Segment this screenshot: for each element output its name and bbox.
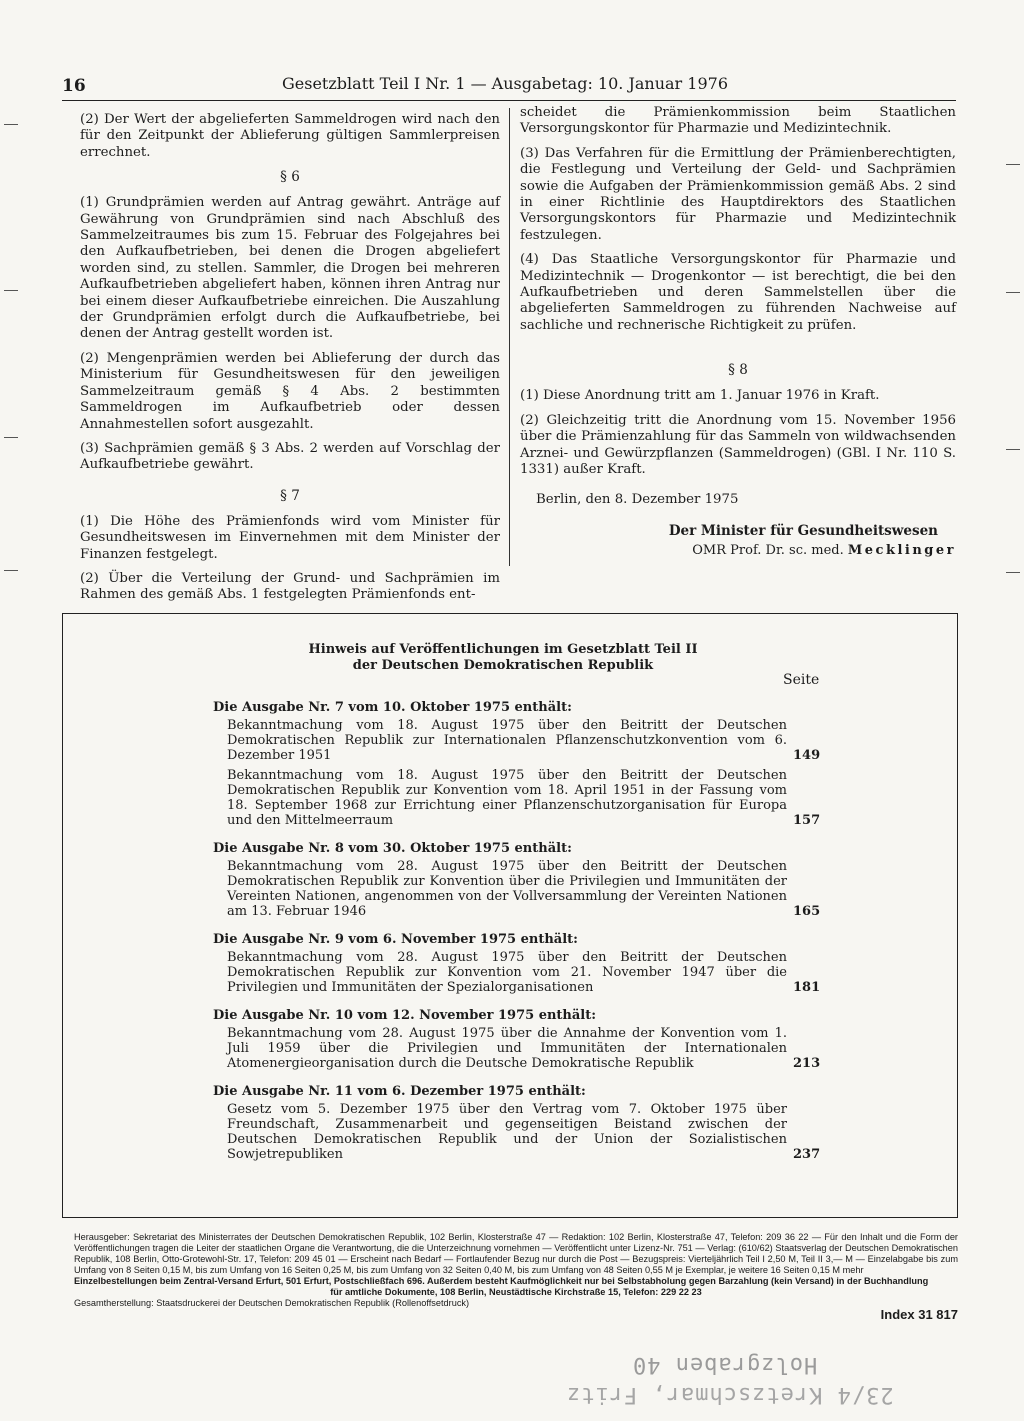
paragraph: (3) Sachprämien gemäß § 3 Abs. 2 werden auf Vorschlag der Aufkaufbetriebe gewährt. xyxy=(80,440,500,473)
issue-entry xyxy=(213,1102,853,1162)
issue-block xyxy=(213,1083,853,1162)
notice-title xyxy=(203,642,803,674)
issue-entry xyxy=(213,1026,853,1071)
margin-tick xyxy=(1006,572,1020,573)
paragraph: (2) Gleichzeitig tritt die Anordnung vom 15. November 1956 über die Prämienzahlung für das Sammeln von wildwachsenden Arznei- und Gewürzpflanzen (Sammeldrogen) (GBl. I Nr. 110 S. 1331) außer Kraft. xyxy=(520,412,956,477)
imprint-line: Herausgeber: Sekretariat des Ministerrates der Deutschen Demokratischen Republik, 102 Berlin, Klosterstraße 47 — Redaktion: 102 Berlin, Klosterstraße 47, Telefon: 209 36 22 — Für den Inhalt und die Form der Veröffentlichungen tragen die Leiter der staatlichen Organe die Verantwortung, die die Unterzeichnung vornehmen — Veröffentlicht unter Lizenz-Nr. 751 — Verlag: (610/62) Staatsverlag der Deutschen Demokratischen Republik, 108 Berlin, Otto-Grotewohl-Str. 17, Telefon: 209 45 01 — Erscheint nach Bedarf — Fortlaufender Bezug nur durch die Post — Bezugspreis: Vierteljährlich Teil I 2,50 M, Teil II 3,— M — Einzelabgabe bis zum Umfang von 8 Seiten 0,15 M, bis zum Umfang von 16 Seiten 0,25 M, bis zum Umfang von 32 Seiten 0,40 M, bis zum Umfang von 48 Seiten 0,55 M je Exemplar, je weitere 16 Seiten 0,15 M mehr xyxy=(74,1232,958,1275)
imprint-line: für amtliche Dokumente, 108 Berlin, Neustädtische Kirchstraße 15, Telefon: 229 22 23 xyxy=(330,1287,702,1297)
issue-heading: Die Ausgabe Nr. 8 vom 30. Oktober 1975 enthält: xyxy=(213,841,572,856)
margin-tick xyxy=(4,124,18,125)
entry-text: Bekanntmachung vom 18. August 1975 über den Beitritt der Deutschen Demokratischen Republik zur Internationalen Pflanzenschutzkonvention vom 6. Dezember 1951 xyxy=(227,718,787,763)
issue-block xyxy=(213,1007,853,1071)
entry-page-number: 165 xyxy=(793,904,821,919)
entry-text: Bekanntmachung vom 28. August 1975 über den Beitritt der Deutschen Demokratischen Republik zur Konvention über die Privilegien und Immunitäten der Vereinten Nationen, angenommen von der Vollversammlung der Vereinten Nationen am 13. Februar 1946 xyxy=(227,859,787,919)
issue-block xyxy=(213,699,853,828)
signer-prefix: OMR Prof. Dr. sc. med. xyxy=(692,543,844,559)
page-number: 16 xyxy=(62,76,86,96)
issue-block xyxy=(213,931,853,995)
right-column xyxy=(520,105,956,558)
issue-entry xyxy=(213,859,853,919)
imprint xyxy=(74,1232,958,1309)
issue-entry xyxy=(213,718,853,763)
entry-page-number: 181 xyxy=(793,980,821,995)
section-heading: § 6 xyxy=(280,169,300,186)
notice-box xyxy=(62,613,958,1218)
margin-tick xyxy=(4,570,18,571)
margin-tick xyxy=(4,437,18,438)
imprint-line: Einzelbestellungen beim Zentral-Versand Erfurt, 501 Erfurt, Postschließfach 696. Außerdem besteht Kaufmöglichkeit nur bei Selbstabholung gegen Barzahlung (kein Versand) in der Buchhandlung xyxy=(74,1276,929,1286)
section-heading: § 7 xyxy=(280,487,300,504)
issue-heading: Die Ausgabe Nr. 7 vom 10. Oktober 1975 enthält: xyxy=(213,700,572,715)
paragraph: (3) Das Verfahren für die Ermittlung der Prämienberechtigten, die Festlegung und Verteilung der Geld- und Sachprämien sowie die Aufgaben der Prämienkommission gemäß Abs. 2 sind in einer Richtlinie des Hauptdirektors des Staatlichen Versorgungskontors für Pharmazie und Medizintechnik festzulegen. xyxy=(520,145,956,243)
left-column xyxy=(80,112,500,604)
issue-list xyxy=(213,699,853,1174)
place-date: Berlin, den 8. Dezember 1975 xyxy=(536,492,739,508)
handwritten-stamp: Holzgraben 40 xyxy=(632,1352,818,1377)
paragraph: (2) Mengenprämien werden bei Ablieferung der durch das Ministerium für Gesundheitswesen für den jeweiligen Sammelzeitraum gemäß § 4 Abs. 2 bestimmten Sammeldrogen im Aufkaufbetrieb oder dessen Annahmestellen sofort ausgezahlt. xyxy=(80,350,500,432)
issue-entry xyxy=(213,950,853,995)
margin-tick xyxy=(1006,449,1020,450)
entry-text: Bekanntmachung vom 28. August 1975 über die Annahme der Konvention vom 1. Juli 1959 über die Privilegien und Immunitäten der Internationalen Atomenergieorganisation durch die Deutsche Demokratische Republik xyxy=(227,1026,787,1071)
imprint-line: Gesamtherstellung: Staatsdruckerei der Deutschen Demokratischen Republik (Rollenoffsetdruck) xyxy=(74,1298,470,1308)
handwritten-stamp: 23/4 Kretzschmar, Fritz xyxy=(566,1382,894,1407)
entry-page-number: 157 xyxy=(793,813,821,828)
signer-surname: Mecklinger xyxy=(847,543,956,559)
paragraph: (1) Diese Anordnung tritt am 1. Januar 1976 in Kraft. xyxy=(520,388,880,404)
entry-page-number: 213 xyxy=(793,1056,821,1071)
entry-text: Gesetz vom 5. Dezember 1975 über den Vertrag vom 7. Oktober 1975 über Freundschaft, Zusammenarbeit und gegenseitigen Beistand zwischen der Deutschen Demokratischen Republik und der Union der Sozialistischen Sowjetrepubliken xyxy=(227,1102,787,1162)
paragraph: (1) Grundprämien werden auf Antrag gewährt. Anträge auf Gewährung von Grundprämien sind nach Abschluß des Sammelzeitraumes bis zum 15. Februar des Folgejahres bei den Aufkaufbetrieben, bei denen die Drogen abgeliefert worden sind, zu stellen. Sammler, die Drogen bei mehreren Aufkaufbetrieben abgeliefert haben, können ihren Antrag nur bei einem dieser Aufkaufbetriebe einreichen. Die Auszahlung der Grundprämien erfolgt durch die Aufkaufbetriebe, bei denen der Antrag gestellt worden ist. xyxy=(80,195,500,342)
running-head: Gesetzblatt Teil I Nr. 1 — Ausgabetag: 10. Januar 1976 xyxy=(282,74,729,93)
issue-block xyxy=(213,840,853,919)
page-column-label: Seite xyxy=(783,672,820,688)
issue-heading: Die Ausgabe Nr. 11 vom 6. Dezember 1975 enthält: xyxy=(213,1084,586,1099)
signer-name xyxy=(520,543,956,558)
paragraph: (1) Die Höhe des Prämienfonds wird vom Minister für Gesundheitswesen im Einvernehmen mit dem Minister der Finanzen festgelegt. xyxy=(80,513,500,562)
column-separator xyxy=(509,108,510,566)
entry-page-number: 237 xyxy=(793,1147,821,1162)
paragraph: scheidet die Prämienkommission beim Staatlichen Versorgungskontor für Pharmazie und Medizintechnik. xyxy=(520,105,956,137)
entry-text: Bekanntmachung vom 18. August 1975 über den Beitritt der Deutschen Demokratischen Republik zur Konvention vom 18. April 1951 in der Fassung vom 18. September 1968 zur Errichtung einer Pflanzenschutzorganisation für Europa und den Mittelmeerraum xyxy=(227,768,787,828)
header-rule xyxy=(62,100,956,101)
issue-heading: Die Ausgabe Nr. 9 vom 6. November 1975 enthält: xyxy=(213,932,578,947)
notice-title-line: der Deutschen Demokratischen Republik xyxy=(352,658,654,673)
paragraph: (4) Das Staatliche Versorgungskontor für Pharmazie und Medizintechnik — Drogenkontor — ist berechtigt, die bei den Aufkaufbetrieben und deren Sammelstellen über die abgelieferten Sammeldrogen zu führenden Nachweise auf sachliche und rechnerische Richtigkeit zu prüfen. xyxy=(520,252,956,333)
notice-title-line: Hinweis auf Veröffentlichungen im Gesetzblatt Teil II xyxy=(308,642,698,657)
issue-entry xyxy=(213,768,853,828)
margin-tick xyxy=(4,290,18,291)
margin-tick xyxy=(1006,164,1020,165)
index-number: Index 31 817 xyxy=(880,1307,958,1322)
issue-heading: Die Ausgabe Nr. 10 vom 12. November 1975 enthält: xyxy=(213,1008,597,1023)
entry-page-number: 149 xyxy=(793,748,821,763)
paragraph: (2) Über die Verteilung der Grund- und Sachprämien im Rahmen des gemäß Abs. 1 festgelegten Prämienfonds ent- xyxy=(80,570,500,603)
signer-title: Der Minister für Gesundheitswesen xyxy=(668,523,938,540)
margin-tick xyxy=(1006,292,1020,293)
section-heading: § 8 xyxy=(728,362,748,379)
entry-text: Bekanntmachung vom 28. August 1975 über den Beitritt der Deutschen Demokratischen Republik zur Konvention vom 21. November 1947 über die Privilegien und Immunitäten der Spezialorganisationen xyxy=(227,950,787,995)
paragraph: (2) Der Wert der abgelieferten Sammeldrogen wird nach den für den Zeitpunkt der Ablieferung gültigen Sammlerpreisen errechnet. xyxy=(80,112,500,160)
